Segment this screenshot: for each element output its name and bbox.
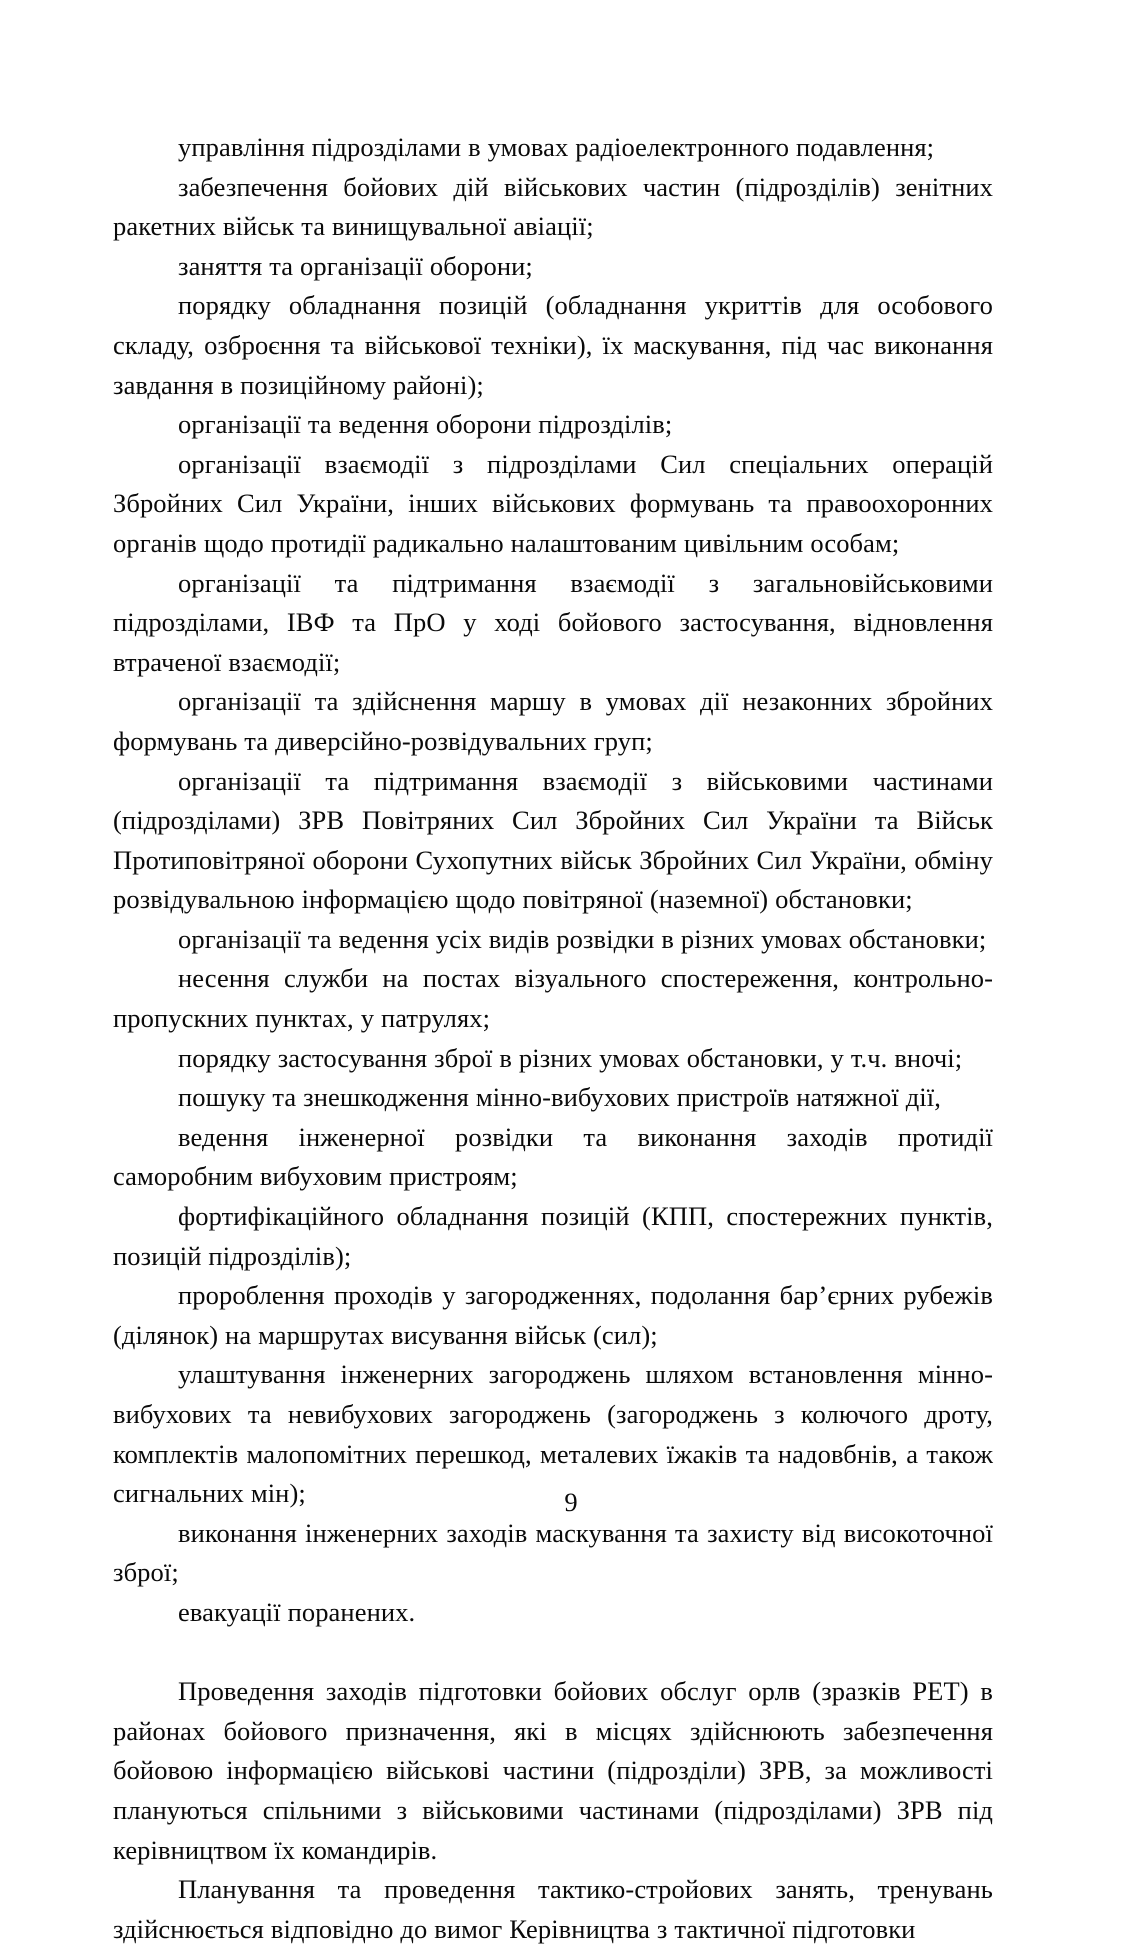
paragraph: ведення інженерної розвідки та виконання заходів протидії саморобним вибуховим пристроям; <box>113 1121 993 1192</box>
paragraph-spacer <box>113 1633 993 1673</box>
paragraph: управління підрозділами в умовах радіоелектронного подавлення; <box>178 132 935 162</box>
paragraph: організації та підтримання взаємодії з загальновійськовими підрозділами, ІВФ та ПрО у ході бойового застосування, відновлення втраченої взаємодії; <box>113 567 993 677</box>
paragraph: організації та ведення оборони підрозділів; <box>178 409 673 440</box>
paragraph: виконання інженерних заходів маскування та захисту від високоточної зброї; <box>113 1517 993 1588</box>
paragraph: Планування та проведення тактико-стройових занять, тренувань здійснюється відповідно до вимог Керівництва з тактичної підготовки <box>113 1874 993 1944</box>
document-body <box>113 128 993 1949</box>
paragraph: пророблення проходів у загородженнях, подолання бар’єрних рубежів (ділянок) на маршрутах висування військ (сил); <box>113 1280 993 1350</box>
paragraph: порядку обладнання позицій (обладнання укриттів для особового складу, озброєння та військової техніки), їх маскування, під час виконання завдання в позиційному районі); <box>113 290 993 400</box>
paragraph: організації та здійснення маршу в умовах дії незаконних збройних формувань та диверсійно-розвідувальних груп; <box>113 686 993 756</box>
paragraph: евакуації поранених. <box>178 1596 416 1627</box>
paragraph: порядку застосування зброї в різних умовах обстановки, у т.ч. вночі; <box>178 1042 963 1073</box>
paragraph: фортифікаційного обладнання позицій (КПП, спостережних пунктів, позицій підрозділів); <box>113 1201 993 1271</box>
paragraph: пошуку та знешкодження мінно-вибухових пристроїв натяжної дії, <box>178 1082 941 1113</box>
paragraph: Проведення заходів підготовки бойових обслуг орлв (зразків РЕТ) в районах бойового призначення, які в місцях здійснюють забезпечення бойовою інформацією військові частини (підрозділи) ЗРВ, за можливості плануються спільними з військовими частинами (підрозділами) ЗРВ під керівництвом їх командирів. <box>113 1676 993 1865</box>
paragraph: організації взаємодії з підрозділами Сил спеціальних операцій Збройних Сил України, інших військових формувань та правоохоронних органів щодо протидії радикально налаштованим цивільним особам; <box>113 448 993 558</box>
paragraph: заняття та організації оборони; <box>178 250 533 281</box>
page-number: 9 <box>564 1487 578 1517</box>
paragraph: організації та підтримання взаємодії з військовими частинами (підрозділами) ЗРВ Повітряних Сил Збройних Сил України та Військ Протиповітряної оборони Сухопутних військ Збройних Сил України, обміну розвідувальною інформацією щодо повітряної (наземної) обстановки; <box>113 765 993 915</box>
paragraph: забезпечення бойових дій військових частин (підрозділів) зенітних ракетних військ та винищувальної авіації; <box>113 171 993 242</box>
paragraph: організації та ведення усіх видів розвідки в різних умовах обстановки; <box>178 923 987 954</box>
paragraph: несення служби на постах візуального спостереження, контрольно-пропускних пунктах, у патрулях; <box>113 963 993 1034</box>
paragraph: улаштування інженерних загороджень шляхом встановлення мінно-вибухових та невибухових загороджень (загороджень з колючого дроту, комплектів малопомітних перешкод, металевих їжаків та надовбнів, а також сигнальних мін); <box>113 1359 993 1509</box>
